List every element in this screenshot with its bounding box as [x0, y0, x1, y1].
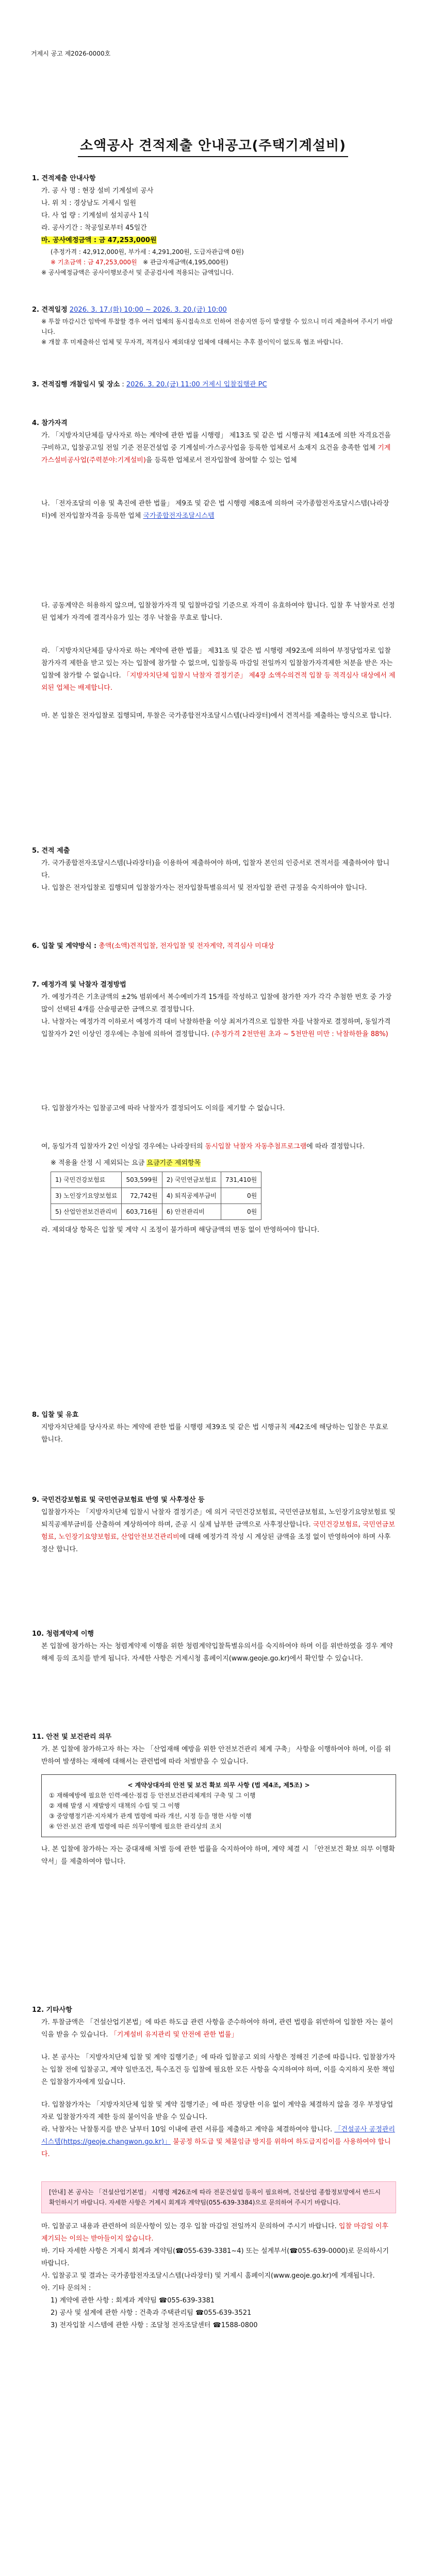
pink-notice: [안내] 본 공사는 「건설산업기본법」 시행령 제26조에 따라 전문건설업 등록이 필요하며, 건설산업 종합정보망에서 반드시 확인하시기 바랍니다. 자세한 사항은 거제시 회계과 계약팀(055-639-3384)으로 문의하여 주시기 바랍니다. — [41, 2181, 396, 2213]
budget-note: ※ 공사예정금액은 공사이행보증서 및 준공검사에 적용되는 금액입니다. — [41, 269, 234, 276]
notice-number: 거제시 공고 제2026-0000호 — [31, 50, 111, 57]
safety-box — [41, 1774, 396, 1837]
s4-ga: 가. 「지방자치단체를 당사자로 하는 계약에 관한 법률 시행령」 제13조 및 같은 법 시행규칙 제14조에 의한 자격요건을 구비하고, 입찰공고일 전일 기준 전문건설업 중 기계설비·가스공사업을 등록한 업체로서 소재지 요건을 충족한 업체 — [41, 432, 391, 452]
s5-na: 나. 입찰은 전자입찰로 집행되며 입찰참가자는 전자입찰특별유의서 및 전자입찰 관련 규정을 숙지하여야 합니다. — [41, 884, 367, 892]
section-4-heading: 4. 참가자격 — [32, 419, 68, 427]
contacts-heading: 아. 기타 문의처 : — [41, 2284, 91, 2292]
s2-note-2: ※ 개찰 후 미제출하신 업체 및 무자격, 적격심사 제외대상 업체에 대해서는 추후 불이익이 없도록 협조 바랍니다. — [41, 338, 343, 346]
section-12-heading: 12. 기타사항 — [32, 2006, 72, 2014]
s1-line-1: 가. 공 사 명 : 현장 설비 기계설비 공사 — [41, 187, 154, 195]
section-10 — [32, 1628, 396, 1665]
s4-ga-tail: 을 등록한 업체로서 전자입찰에 참여할 수 있는 업체 — [145, 456, 297, 464]
s11-na: 나. 본 입찰에 참가하는 자는 중대재해 처벌 등에 관한 법률을 숙지하여야 하며, 계약 체결 시 「안전보건 확보 의무 이행확약서」를 제출하여야 합니다. — [41, 1845, 395, 1866]
safety-item: ④ 안전·보건 관계 법령에 따른 의무이행에 필요한 관리상의 조치 — [49, 1823, 222, 1830]
gov-material-note: ※ 관급자재금액(4,195,000원) — [143, 259, 228, 266]
section-1-heading: 1. 견적제출 안내사항 — [32, 175, 96, 182]
s4-da: 다. 공동계약은 허용하지 않으며, 입찰참가자격 및 입찰마감일 기준으로 자격이 유효하여야 합니다. 입찰 후 낙찰자로 선정된 업체가 자격에 결격사유가 있는 경우 낙찰을 무효로 합니다. — [41, 602, 395, 622]
s1-line-2: 나. 위 치 : 경상남도 거제시 일원 — [41, 199, 137, 207]
s1-line-3: 다. 사 업 량 : 기계설비 설치공사 1식 — [41, 212, 149, 219]
s7-da: 다. 입찰참가자는 입찰공고에 따라 낙찰자가 결정되어도 이의를 제기할 수 없습니다. — [41, 1105, 285, 1112]
s9-text2: 에 대해 예정가격 작성 시 계상된 금액을 조정 없이 반영하여야 하며 사후정산 합니다. — [41, 1533, 391, 1553]
base-amount-note: ※ 기초금액 : 금 47,253,000원 — [51, 259, 137, 266]
schedule-text: 2026. 3. 17.(화) 10:00 ~ 2026. 3. 20.(금) 10:00 — [69, 306, 227, 314]
s4-ma: 마. 본 입찰은 전자입찰로 집행되며, 투찰은 국가종합전자조달시스템(나라장터)에서 견적서를 제출하는 방식으로 합니다. — [41, 712, 392, 720]
section-1 — [32, 173, 396, 278]
s9-text-red: 국민건강보험료, 국민연금보험료, 노인장기요양보험료, 산업안전보건관리비 — [41, 1521, 395, 1541]
contact-item: 3) 전자입찰 시스템에 관한 사항 : 조달청 전자조달센터 ☎1588-0800 — [51, 2321, 258, 2329]
table-cell: 5) 산업안전보건관리비 — [51, 1204, 122, 1220]
table-cell: 3) 노인장기요양보험료 — [51, 1188, 122, 1204]
page-title — [0, 135, 426, 157]
table-row — [51, 1172, 261, 1188]
section-2-heading: 2. 견적일정 — [32, 306, 68, 314]
s12-ra: 라. 낙찰자는 낙찰통지를 받은 날부터 10일 이내에 관련 서류를 제출하고 계약을 체결하여야 합니다. — [41, 2126, 333, 2133]
section-6-heading: 6. 입찰 및 계약방식 : — [32, 942, 97, 950]
s4-ra-red: 「지방자치단체 입찰시 낙찰자 결정기준」 제4장 소액수의견적 입찰 등 적격심사 대상에서 제외된 업체는 배제합니다. — [41, 672, 396, 692]
s4-na: 나. 「전자조달의 이용 및 촉진에 관한 법률」 제9조 및 같은 법 시행령 제8조에 의하여 국가종합전자조달시스템(나라장터)에 전자입찰자격을 등록한 업체 — [41, 500, 389, 520]
section-11-heading: 11. 안전 및 보건관리 의무 — [32, 1733, 112, 1741]
section-7-heading: 7. 예정가격 및 낙찰자 결정방법 — [32, 981, 126, 989]
s7-na-red: (추정가격 2천만원 초과 ~ 5천만원 미만 : 낙찰하한율 88%) — [211, 1030, 388, 1038]
s11-ga: 가. 본 입찰에 참가하고자 하는 자는 「산업재해 예방을 위한 안전보건관리 체계 구축」 사항을 이행하여야 하며, 이를 위반하여 발생하는 재해에 대해서는 관련법에 따라 처벌받을 수 있습니다. — [41, 1745, 391, 1766]
exclusion-table — [51, 1172, 261, 1220]
table-cell: 503,599원 — [122, 1172, 162, 1188]
table-cell: 2) 국민연금보험료 — [162, 1172, 221, 1188]
s12-ra-red: 불공정 하도급 및 체불임금 방지를 위하여 하도급지킴이를 사용하여야 합니다. — [41, 2138, 391, 2158]
table-row — [51, 1188, 261, 1204]
s12-sa: 사. 입찰공고 및 결과는 국가종합전자조달시스템(나라장터) 및 거제시 홈페이지(www.geoje.go.kr)에 게재됩니다. — [41, 2272, 375, 2280]
budget-line: 마. 공사예정금액 : 금 47,253,000원 — [41, 236, 157, 244]
section-3: 3. 견적집행 개찰일시 및 장소 : 2026. 3. 20.(금) 11:00 거제시 입찰집행관 PC — [32, 381, 267, 388]
s7-yo-tail: 에 따라 결정합니다. — [306, 1143, 365, 1150]
safety-item: ③ 중앙행정기관·지자체가 관계 법령에 따라 개선, 시정 등을 명한 사항 이행 — [49, 1812, 252, 1820]
s7-yo-hl: 동시입찰 낙찰자 자동추첨프로그램 — [205, 1143, 307, 1150]
section-7 — [32, 979, 396, 1236]
table-cell: 72,742원 — [122, 1188, 162, 1204]
section-11 — [32, 1731, 396, 1868]
process-system-link[interactable]: 「건설공사 공정관리시스템(https://geoje.changwon.go.kr)」 — [41, 2126, 395, 2146]
s7-na: 나. 낙찰자는 예정가격 이하로서 예정가격 대비 낙찰하한율 이상 최저가격으로 입찰한 자를 낙찰자로 결정하며, 동일가격 입찰자가 2인 이상인 경우에는 추첨에 의하여 결정합니다. — [41, 1018, 391, 1038]
title-text: 소액공사 견적제출 안내공고(주택기계설비) — [78, 135, 348, 157]
s12-da: 다. 입찰참가자는 「지방자치단체 입찰 및 계약 집행기준」에 따른 정당한 이유 없이 계약을 체결하지 않을 경우 부정당업자로 입찰참가자격 제한 등의 불이익을 받을 수 있습니다. — [41, 2101, 394, 2121]
s4-ra: 라. 「지방자치단체를 당사자로 하는 계약에 관한 법률」 제31조 및 같은 법 시행령 제92조에 의하여 부정당업자로 입찰참가자격 제한을 받고 있는 자는 입찰에 참가할 수 없으며, 입찰등록 마감일 전일까지 입찰참가자격제한 처분을 받은 자는 입찰에 참가할 수 없습니다. — [41, 647, 393, 680]
s2-note-1: ※ 투찰 마감시간 임박에 투찰할 경우 여러 업체의 동시접속으로 인하여 전송지연 등이 발생할 수 있으니 미리 제출하여 주시기 바랍니다. — [41, 318, 393, 335]
section-2 — [32, 304, 396, 347]
table-row — [51, 1204, 261, 1220]
s8-text: 지방자치단체를 당사자로 하는 계약에 관한 법률 시행령 제39조 및 같은 법 시행규칙 제42조에 해당하는 입찰은 무효로 합니다. — [41, 1423, 388, 1444]
table-cell: 603,716원 — [122, 1204, 162, 1220]
safety-item: ① 재해예방에 필요한 인력·예산·점검 등 안전보건관리체계의 구축 및 그 이행 — [49, 1792, 256, 1799]
section-8-heading: 8. 입찰 및 유효 — [32, 1411, 79, 1419]
s12-ba: 바. 기타 자세한 사항은 거제시 회계과 계약팀(☎055-639-3381~4) 또는 설계부서(☎055-639-0000)로 문의하시기 바랍니다. — [41, 2247, 389, 2267]
opening-text: 2026. 3. 20.(금) 11:00 거제시 입찰집행관 PC — [126, 381, 267, 388]
section-9-heading: 9. 국민건강보험료 및 국민연금보험료 반영 및 사후정산 등 — [32, 1496, 205, 1504]
table-cell: 0원 — [221, 1204, 261, 1220]
s12-ga: 가. 투찰금액은 「건설산업기본법」에 따른 하도급 관련 사항을 준수하여야 하며, 관련 법령을 위반하여 입찰한 자는 불이익을 받을 수 있습니다. — [41, 2019, 394, 2039]
section-8 — [32, 1409, 396, 1446]
section-6 — [32, 940, 396, 953]
table-cell: 1) 국민건강보험료 — [51, 1172, 122, 1188]
table-title-b: 요금기준 제외항목 — [146, 1159, 201, 1167]
s4-ga-red: 기계가스설비공사업(주력분야:기계설비) — [41, 444, 391, 464]
section-5-heading: 5. 견적 제출 — [32, 847, 70, 855]
section-3-heading: 3. 견적집행 개찰일시 및 장소 — [32, 381, 120, 388]
table-cell: 4) 퇴직공제부금비 — [162, 1188, 221, 1204]
s7-yo: 여, 동일가격 입찰자가 2인 이상일 경우에는 나라장터의 — [41, 1143, 203, 1150]
s9-text: 입찰참가자는 「지방자치단체 입찰시 낙찰자 결정기준」에 의거 국민건강보험료, 국민연금보험료, 노인장기요양보험료 및 퇴직공제부금비를 산출하여 계상하여야 하며, 준공 시 실제 납부한 금액으로 사후정산합니다. — [41, 1509, 396, 1529]
safety-item: ② 재해 발생 시 재발방지 대책의 수립 및 그 이행 — [49, 1802, 180, 1809]
s1-line-4: 라. 공사기간 : 착공일로부터 45일간 — [41, 224, 147, 232]
s12-ga-red: 「기계설비 유지관리 및 안전에 관한 법률」 — [110, 2031, 238, 2039]
s10-text: 본 입찰에 참가하는 자는 청렴계약제 이행을 위한 청렴계약입찰특별유의서를 숙지하여야 하며 이를 위반하였을 경우 계약해제 등의 조치를 받게 됩니다. 자세한 사항은 거제시청 홈페이지(www.geoje.go.kr)에서 확인할 수 있습니다. — [41, 1642, 393, 1663]
s7-ga: 가. 예정가격은 기초금액의 ±2% 범위에서 복수예비가격 15개를 작성하고 입찰에 참가한 자가 각각 추첨한 번호 중 가장 많이 선택된 4개를 산술평균한 금액으로 결정합니다. — [41, 993, 392, 1013]
section-5 — [32, 845, 396, 894]
section-4 — [32, 417, 396, 722]
contact-item: 1) 계약에 관한 사항 : 회계과 계약팀 ☎055-639-3381 — [51, 2297, 215, 2304]
s12-ma: 마. 입찰공고 내용과 관련하여 의문사항이 있는 경우 입찰 마감일 전일까지 문의하여 주시기 바랍니다. — [41, 2223, 337, 2230]
s12-na: 나. 본 공사는 「지방자치단체 입찰 및 계약 집행기준」에 따라 입찰공고 외의 사항은 정해진 기준에 따릅니다. 입찰참가자는 입찰 전에 입찰공고, 계약 일반조건, 특수조건 등 입찰에 필요한 모든 사항을 숙지하여야 하며, 이를 숙지하지 못한 책임은 입찰참가자에게 있습니다. — [41, 2054, 396, 2086]
s7-ra: 라. 제외대상 항목은 입찰 및 계약 시 조정이 불가하며 해당금액의 변동 없이 반영하여야 합니다. — [41, 1226, 320, 1234]
s12-ma-red: 입찰 마감일 이후 제기되는 이의는 받아들이지 않습니다. — [41, 2223, 389, 2243]
contact-item: 2) 공사 및 설계에 관한 사항 : 건축과 주택관리팀 ☎055-639-3521 — [51, 2309, 252, 2317]
table-cell: 731,410원 — [221, 1172, 261, 1188]
table-cell: 0원 — [221, 1188, 261, 1204]
section-10-heading: 10. 청렴계약제 이행 — [32, 1630, 94, 1638]
section-12 — [32, 2004, 396, 2332]
budget-detail: (추정가격 : 42,912,000원, 부가세 : 4,291,200원, 도급자관급액 0원) — [51, 248, 244, 256]
safety-box-title: < 계약상대자의 안전 및 보건 확보 의무 사항 (법 제4조, 제5조) > — [127, 1782, 310, 1789]
table-cell: 6) 안전관리비 — [162, 1204, 221, 1220]
koneps-link[interactable]: 국가종합전자조달시스템 — [143, 512, 215, 520]
section-9 — [32, 1494, 396, 1556]
contract-method: 총액(소액)견적입찰, 전자입찰 및 전자계약, 적격심사 미대상 — [99, 942, 274, 950]
s5-ga: 가. 국가종합전자조달시스템(나라장터)을 이용하여 제출하여야 하며, 입찰자 본인의 인증서로 견적서를 제출하여야 합니다. — [41, 859, 390, 879]
table-title-a: ※ 적용율 산정 시 제외되는 요금 — [51, 1159, 145, 1167]
